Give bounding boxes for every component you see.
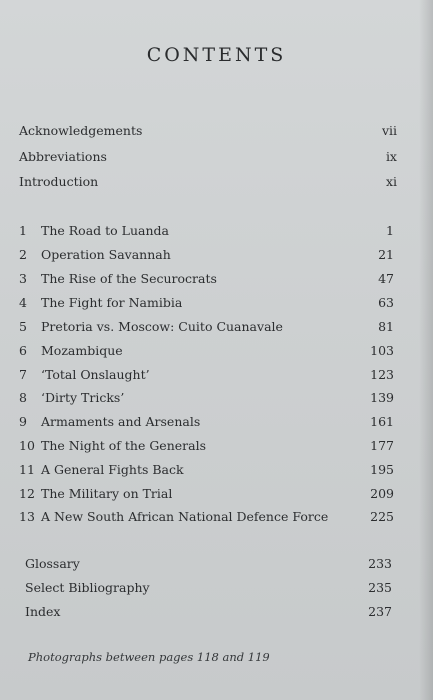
front-matter-entry: [19, 148, 397, 166]
chapter-number: 6: [19, 343, 27, 358]
chapter-page: 195: [370, 462, 394, 477]
chapter-title: Armaments and Arsenals: [41, 414, 201, 429]
chapter-number: 4: [19, 295, 27, 310]
entry-page: ix: [385, 149, 397, 164]
chapter-title: A General Fights Back: [41, 462, 184, 477]
chapter-title: Pretoria vs. Moscow: Cuito Cuanavale: [41, 319, 283, 334]
chapter-number: 7: [19, 367, 27, 382]
back-matter-entry: [25, 603, 392, 621]
chapter-page: 21: [378, 247, 394, 262]
chapter-entry: [19, 222, 394, 240]
chapter-entry: [19, 413, 394, 431]
chapter-page: 177: [370, 438, 394, 453]
entry-title: Introduction: [19, 174, 99, 189]
entry-title: Index: [25, 604, 61, 619]
chapter-number: 1: [19, 223, 27, 238]
chapter-page: 103: [370, 343, 394, 358]
chapter-entry: [19, 437, 394, 455]
chapter-number: 11: [19, 462, 35, 477]
chapter-entry: [19, 342, 394, 360]
front-matter-entry: [19, 173, 397, 191]
chapter-number: 3: [19, 271, 27, 286]
chapter-page: 81: [378, 319, 394, 334]
chapter-title: Operation Savannah: [41, 247, 171, 262]
entry-page: xi: [385, 174, 397, 189]
chapter-number: 12: [19, 486, 35, 501]
chapter-page: 139: [370, 390, 394, 405]
chapter-page: 47: [378, 271, 394, 286]
chapter-page: 161: [370, 414, 394, 429]
chapter-entry: [19, 508, 394, 526]
entry-page: 235: [368, 580, 392, 595]
chapter-title: The Night of the Generals: [41, 438, 206, 453]
chapter-title: ‘Dirty Tricks’: [41, 390, 125, 405]
chapter-title: The Road to Luanda: [41, 223, 169, 238]
chapter-page: 225: [370, 509, 394, 524]
entry-title: Select Bibliography: [25, 580, 150, 595]
chapter-entry: [19, 318, 394, 336]
chapter-entry: [19, 294, 394, 312]
chapter-number: 13: [19, 509, 35, 524]
chapter-number: 10: [19, 438, 35, 453]
chapter-number: 2: [19, 247, 27, 262]
chapter-title: A New South African National Defence Force: [41, 509, 329, 524]
chapter-entry: [19, 246, 394, 264]
chapter-entry: [19, 485, 394, 503]
entry-page: 233: [368, 556, 392, 571]
chapter-title: Mozambique: [41, 343, 123, 358]
entry-title: Acknowledgements: [19, 123, 143, 138]
chapter-title: ‘Total Onslaught’: [41, 367, 150, 382]
chapter-title: The Fight for Namibia: [41, 295, 183, 310]
entry-title: Abbreviations: [19, 149, 107, 164]
chapter-title: The Military on Trial: [41, 486, 173, 501]
chapter-entry: [19, 389, 394, 407]
chapter-entry: [19, 366, 394, 384]
chapter-number: 8: [19, 390, 27, 405]
chapter-number: 9: [19, 414, 27, 429]
entry-page: vii: [381, 123, 397, 138]
chapter-page: 123: [370, 367, 394, 382]
photographs-note: Photographs between pages 118 and 119: [28, 650, 270, 664]
chapter-title: The Rise of the Securocrats: [41, 271, 217, 286]
front-matter-entry: [19, 122, 397, 140]
chapter-entry: [19, 270, 394, 288]
chapter-entry: [19, 461, 394, 479]
back-matter-entry: [25, 555, 392, 573]
chapter-number: 5: [19, 319, 27, 334]
back-matter-entry: [25, 579, 392, 597]
entry-page: 237: [368, 604, 392, 619]
contents-heading: CONTENTS: [146, 44, 287, 66]
entry-title: Glossary: [25, 556, 80, 571]
chapter-page: 63: [378, 295, 394, 310]
chapter-page: 209: [370, 486, 394, 501]
chapter-page: 1: [386, 223, 394, 238]
